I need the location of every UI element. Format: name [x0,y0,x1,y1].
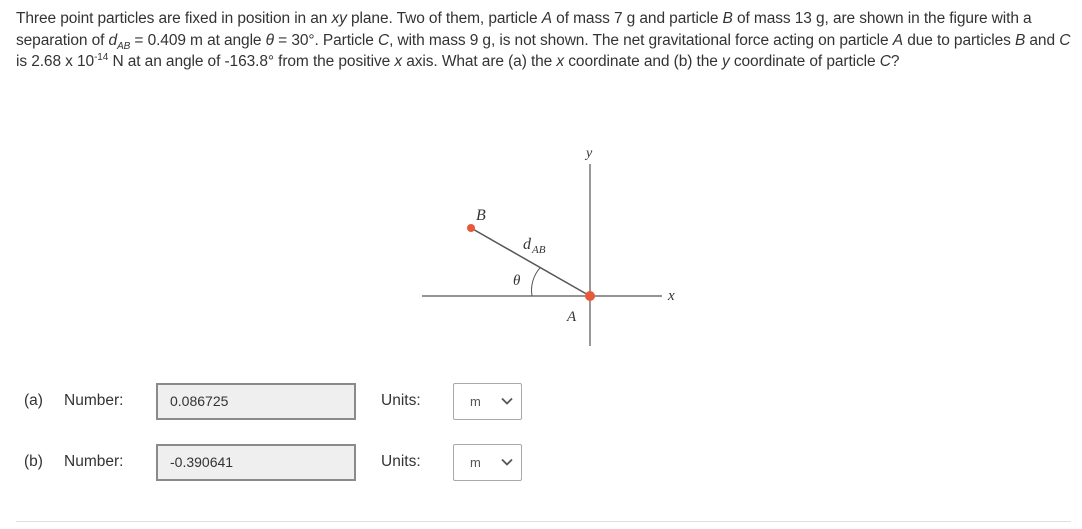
number-label: Number: [64,392,124,409]
part-label: (b) [24,453,43,470]
label-theta: θ [513,273,521,289]
units-label: Units: [381,453,421,470]
label-x: x [668,288,675,304]
problem-statement: Three point particles are fixed in position in an xy plane. Two of them, particle A of mass 7 g and particle B of mass 13 g, are shown in the figure with a separation of $d_{AB} = 0.409$ m at angle θ = 30°. Particle C, with mass 9 g, is not shown. The net gravitational force acting on particle A due to particles B and C is 2.68 x $10^{-14}$ N at an angle of -163.8° from the positive x axis. What are (a) the x coordinate and (b) the y coordinate of particle C? [16,10,1071,70]
label-b: B [476,207,486,224]
particle-b [467,224,475,232]
answer-row-b [24,443,481,481]
label-y: y [586,146,593,161]
units-select-b[interactable] [453,444,522,481]
units-select-a[interactable] [453,383,522,420]
part-label: (a) [24,392,43,409]
angle-arc [532,267,541,296]
units-value: m [470,393,481,409]
label-d-sub: AB [532,244,546,256]
answer-input-b[interactable]: -0.390641 [156,444,356,481]
answer-input-a[interactable]: 0.086725 [156,383,356,420]
chevron-down-icon [501,397,513,405]
answer-row-a [24,382,481,420]
units-value: m [470,454,481,470]
number-label: Number: [64,453,124,470]
units-label: Units: [381,392,421,409]
chevron-down-icon [501,458,513,466]
label-d: d [523,236,531,253]
divider [16,521,1071,522]
label-a: A [567,309,577,325]
particle-figure [410,140,700,355]
figure-diagram [410,140,700,355]
particle-a [585,291,595,301]
